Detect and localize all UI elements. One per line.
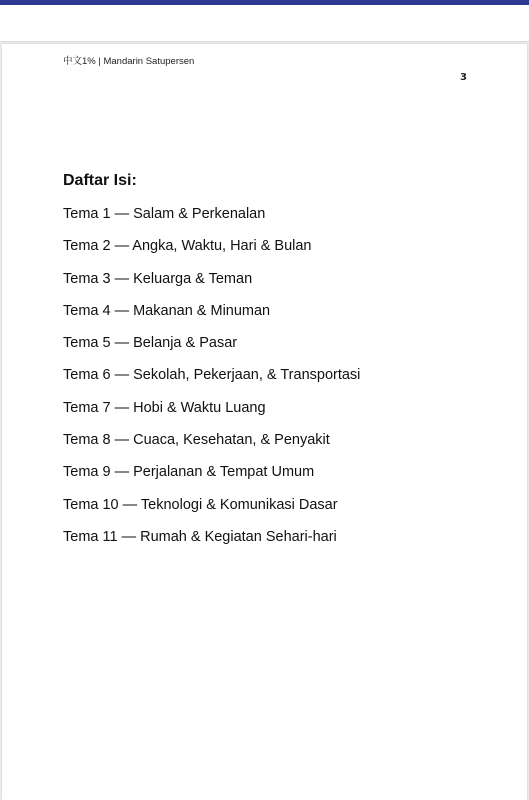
toc-item-6[interactable]: Tema 6 — Sekolah, Pekerjaan, & Transportasi — [63, 367, 361, 384]
toc-item-2[interactable]: Tema 2 — Angka, Waktu, Hari & Bulan — [63, 238, 312, 255]
toc-list — [63, 204, 360, 559]
toc-item-9[interactable]: Tema 9 — Perjalanan & Tempat Umum — [63, 464, 315, 481]
toc-item-3[interactable]: Tema 3 — Keluarga & Teman — [63, 270, 253, 287]
document-page — [2, 44, 527, 800]
toc-item-7[interactable]: Tema 7 — Hobi & Waktu Luang — [63, 399, 266, 416]
toc-title: Daftar Isi: — [63, 172, 137, 189]
toc-item-1[interactable]: Tema 1 — Salam & Perkenalan — [63, 206, 266, 222]
viewer-toolbar-strip — [0, 5, 529, 42]
toc-item-4[interactable]: Tema 4 — Makanan & Minuman — [63, 302, 271, 319]
page-number: 3 — [460, 72, 467, 83]
toc-item-10[interactable]: Tema 10 — Teknologi & Komunikasi Dasar — [63, 496, 338, 513]
toc-item-11[interactable]: Tema 11 — Rumah & Kegiatan Sehari-hari — [63, 528, 337, 545]
toc-item-8[interactable]: Tema 8 — Cuaca, Kesehatan, & Penyakit — [63, 432, 330, 449]
toc-item-5[interactable]: Tema 5 — Belanja & Pasar — [63, 335, 238, 352]
running-header: 中文1% | Mandarin Satupersen — [63, 56, 195, 67]
